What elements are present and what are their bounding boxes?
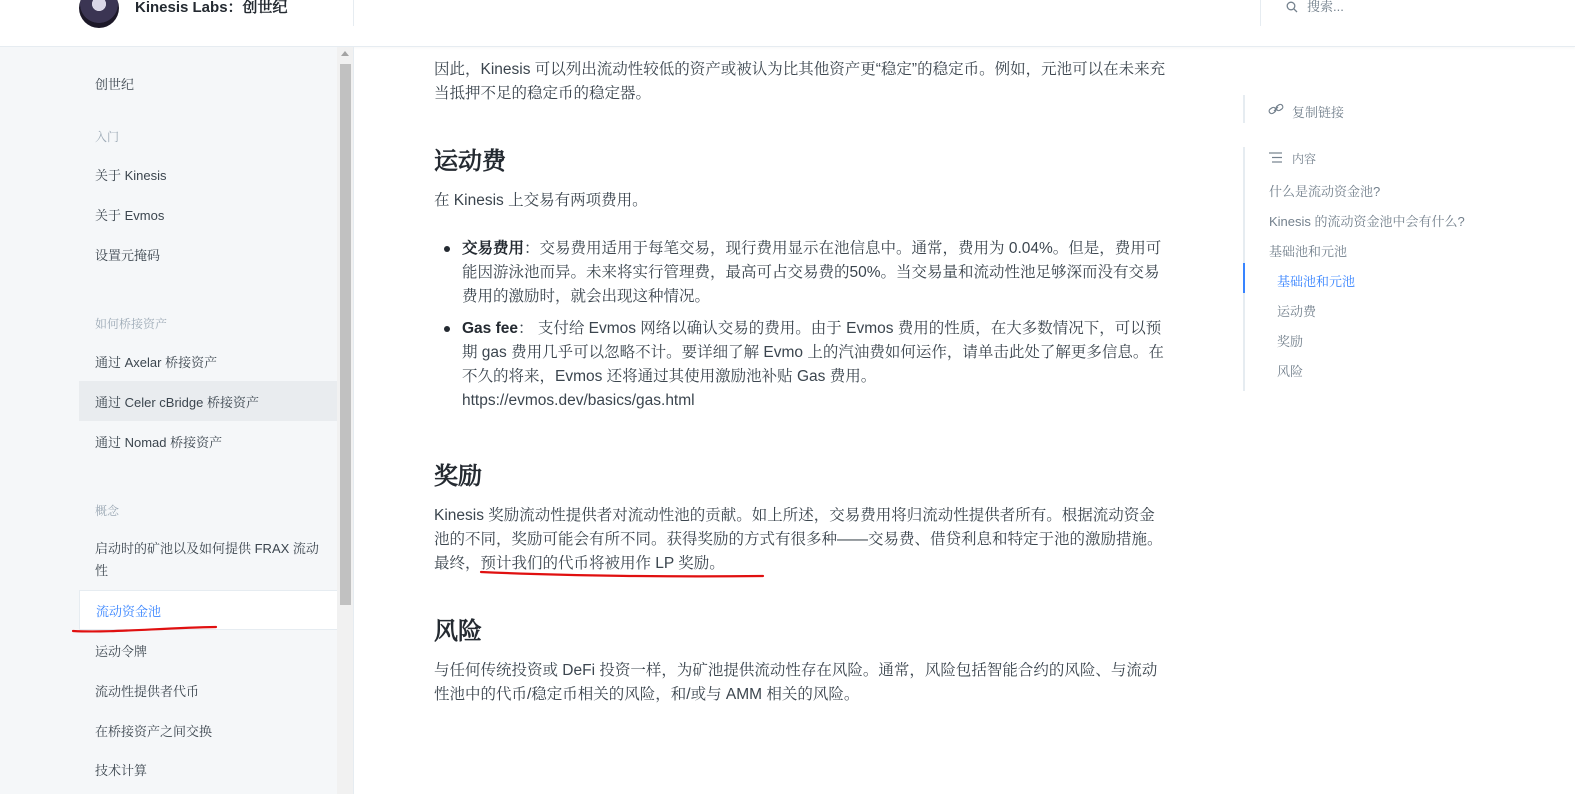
fee-gas-title: Gas fee: [462, 320, 519, 337]
intro-paragraph: 因此，Kinesis 可以列出流动性较低的资产或被认为比其他资产更“稳定”的稳定币。例如，元池可以在未来充当抵押不足的稳定币的稳定器。: [434, 61, 1166, 102]
sidebar-item-axelar[interactable]: [79, 341, 337, 381]
sidebar-item-kinesis-token[interactable]: [79, 630, 337, 670]
fee-gas-item: [462, 317, 1168, 413]
fee-trading-title: 交易费用: [462, 240, 525, 257]
link-icon: [1268, 102, 1284, 116]
fee-trading-item: [462, 237, 1168, 309]
sidebar-item-label: 运动令牌: [95, 643, 148, 659]
sidebar-item-label: 启动时的矿池以及如何提供 FRAX 流动性: [95, 541, 319, 578]
rewards-text: Kinesis 奖励流动性提供者对流动性池的贡献。如上所述，交易费用将归流动性提供者所有。根据流动资金池的不同，奖励可能会有所不同。获得奖励的方式有很多种——交易费、借贷利息和特定于池的激励措施。: [434, 507, 1163, 548]
bullet-dot: [444, 246, 450, 252]
sidebar-item-tech-calc[interactable]: [79, 749, 337, 789]
sidebar-item-celer[interactable]: [79, 381, 337, 421]
toc-link-base-meta-pools[interactable]: 基础池和元池: [1269, 244, 1348, 259]
heading-rewards: 奖励: [434, 463, 482, 490]
copy-link-button[interactable]: 复制链接: [1292, 105, 1345, 120]
sidebar-item-label: 关于 Kinesis: [95, 167, 167, 183]
header-divider: [1260, 0, 1261, 26]
toc-link-base-meta-pools-sub[interactable]: 基础池和元池: [1277, 274, 1356, 289]
sidebar-item-label: 通过 Axelar 桥接资产: [95, 354, 218, 370]
sidebar-item-about-kinesis[interactable]: [79, 154, 337, 194]
sidebar-item-label: 通过 Celer cBridge 桥接资产: [95, 394, 259, 410]
fee-gas-text: ： 支付给 Evmos 网络以确认交易的费用。由于 Evmos 费用的性质，在大多数情况下，可以预期 gas 费用几乎可以忽略不计。要详细了解 Evmo 上的汽油费如何运作，请单击此处了解更多信息。在不久的将来，Evmos 还将通过其使用激励池补贴 Gas 费用。: [462, 320, 1164, 385]
sidebar-item-about-evmos[interactable]: [79, 194, 337, 234]
sidebar-item-lp-tokens[interactable]: [79, 670, 337, 710]
sidebar-item-label: 在桥接资产之间交换: [95, 723, 213, 739]
header-divider: [353, 0, 354, 26]
sidebar-item-label: 流动资金池: [96, 603, 162, 619]
sidebar-item-swap-bridged[interactable]: [79, 710, 337, 750]
fees-intro: 在 Kinesis 上交易有两项费用。: [434, 192, 648, 209]
search-icon[interactable]: [1286, 1, 1298, 13]
sidebar-group-getting-started: 入门: [95, 130, 120, 144]
toc-link-kinesis-pools[interactable]: Kinesis 的流动资金池中会有什么?: [1269, 214, 1465, 229]
scroll-up-arrow-icon[interactable]: [341, 51, 349, 56]
sidebar-group-concepts: 概念: [95, 504, 120, 518]
sidebar-scrollbar-thumb[interactable]: [340, 64, 351, 605]
toc-divider: [1243, 95, 1245, 123]
sidebar-group-bridging: 如何桥接资产: [95, 317, 168, 331]
sidebar-item-label: 创世纪: [95, 76, 135, 92]
top-header: [0, 0, 1575, 47]
heading-fees: 运动费: [434, 148, 506, 175]
toc-link-fees[interactable]: 运动费: [1277, 304, 1317, 319]
sidebar-item-setup-metamask[interactable]: [79, 234, 337, 274]
sidebar-item-label: 通过 Nomad 桥接资产: [95, 434, 223, 450]
toc-link-risk[interactable]: 风险: [1277, 364, 1304, 379]
heading-risk: 风险: [434, 618, 482, 645]
bullet-dot: [444, 326, 450, 332]
toc-heading: 内容: [1292, 152, 1317, 166]
sidebar-item-label: 设置元掩码: [95, 247, 161, 263]
toc-link-what-is-pool[interactable]: 什么是流动资金池?: [1269, 184, 1381, 199]
sidebar-item-liquidity-pools[interactable]: [79, 590, 337, 630]
list-icon: [1269, 152, 1282, 163]
sidebar-item-label: 技术计算: [95, 762, 148, 778]
rewards-paragraph: [434, 504, 1169, 576]
toc-active-indicator: [1243, 263, 1245, 293]
toc-link-rewards[interactable]: 奖励: [1277, 334, 1304, 349]
site-logo[interactable]: [79, 0, 119, 28]
gas-docs-link[interactable]: https://evmos.dev/basics/gas.html: [462, 392, 695, 409]
risk-paragraph: 与任何传统投资或 DeFi 投资一样，为矿池提供流动性存在风险。通常，风险包括智能合约的风险、与流动性池中的代币/稳定币相关的风险，和/或与 AMM 相关的风险。: [434, 662, 1158, 703]
site-title[interactable]: Kinesis Labs：创世纪: [135, 0, 288, 16]
sidebar-item-genesis[interactable]: [79, 63, 337, 103]
sidebar-item-label: 关于 Evmos: [95, 207, 165, 223]
search-input[interactable]: 搜索...: [1307, 0, 1344, 14]
sidebar-item-label: 流动性提供者代币: [95, 683, 200, 699]
rewards-text-highlight: 最终，预计我们的代币将被用作 LP 奖励。: [434, 555, 725, 572]
sidebar-item-nomad[interactable]: [79, 421, 337, 461]
sidebar-item-frax-pools[interactable]: [79, 539, 337, 581]
fee-trading-text: ：交易费用适用于每笔交易，现行费用显示在池信息中。通常，费用为 0.04%。但是，费用可能因游泳池而异。未来将实行管理费，最高可占交易费的50%。当交易量和流动性池足够深而没有交易费用的激励时，就会出现这种情况。: [462, 240, 1162, 305]
